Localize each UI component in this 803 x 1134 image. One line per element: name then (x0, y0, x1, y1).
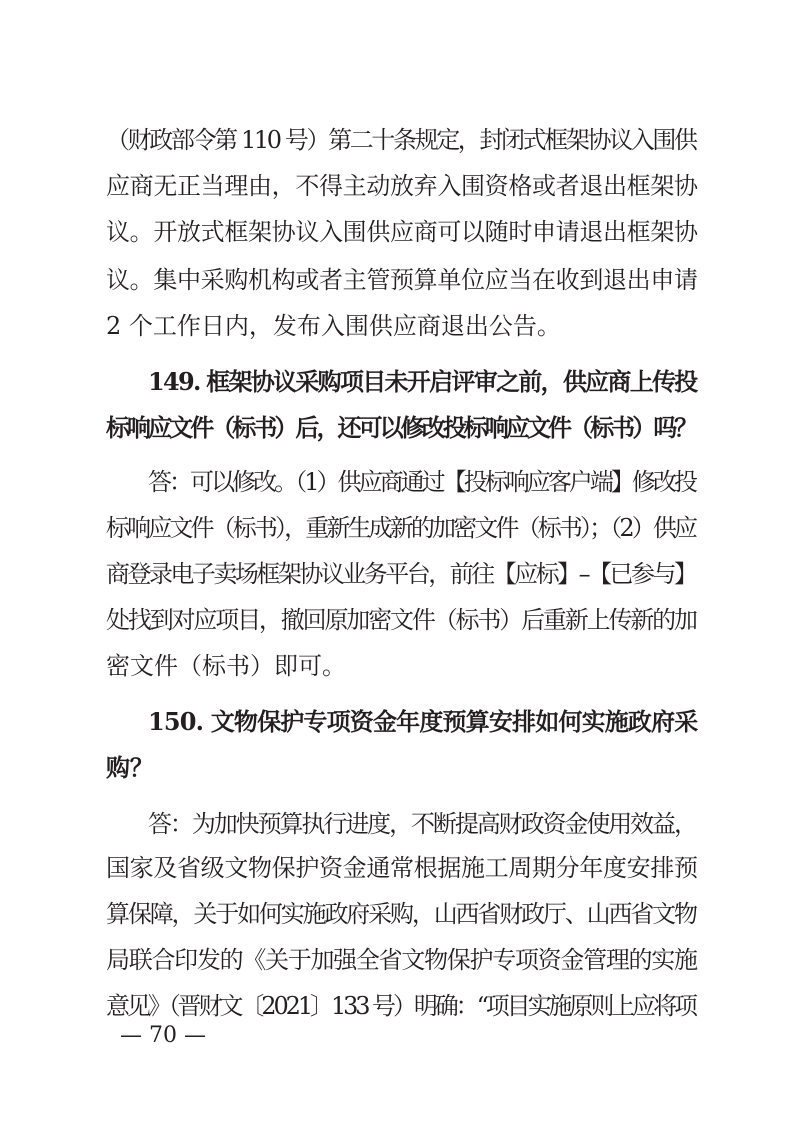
paragraph-line: （财政部令第 110 号）第二十条规定，封闭式框架协议入围供 (106, 126, 696, 154)
answer-line: 答：可以修改。（1）供应商通过【投标响应客户端】修改投 (148, 468, 696, 496)
answer-line: 商登录电子卖场框架协议业务平台，前往【应标】–【已参与】 (106, 560, 696, 588)
answer-line: 答：为加快预算执行进度，不断提高财政资金使用效益， (148, 810, 696, 838)
answer-line: 算保障，关于如何实施政府采购，山西省财政厅、山西省文物 (106, 900, 696, 928)
paragraph-line: 议。开放式框架协议入围供应商可以随时申请退出框架协 (106, 218, 698, 246)
paragraph-line: 2 个工作日内，发布入围供应商退出公告。 (106, 312, 561, 340)
paragraph-line: 应商无正当理由，不得主动放弃入围资格或者退出框架协 (106, 172, 698, 200)
question-heading: 149. 框架协议采购项目未开启评审之前，供应商上传投 (148, 367, 697, 396)
question-heading: 150. 文物保护专项资金年度预算安排如何实施政府采 (148, 707, 698, 736)
answer-line: 标响应文件（标书），重新生成新的加密文件（标书）；（2）供应 (106, 514, 696, 542)
question-heading: 标响应文件（标书）后，还可以修改投标响应文件（标书）吗？ (106, 413, 696, 442)
answer-line: 密文件（标书）即可。 (106, 652, 346, 680)
answer-line: 意见》（晋财文〔2021〕133 号）明确：“项目实施原则上应将项 (106, 992, 695, 1020)
paragraph-line: 议。集中采购机构或者主管预算单位应当在收到退出申请 (106, 266, 698, 294)
answer-line: 局联合印发的《关于加强全省文物保护专项资金管理的实施 (106, 946, 697, 974)
question-heading: 购？ (106, 753, 154, 782)
answer-line: 处找到对应项目，撤回原加密文件（标书）后重新上传新的加 (106, 606, 696, 634)
page-number: — 70 — (120, 1023, 206, 1048)
answer-line: 国家及省级文物保护资金通常根据施工周期分年度安排预 (106, 854, 698, 882)
